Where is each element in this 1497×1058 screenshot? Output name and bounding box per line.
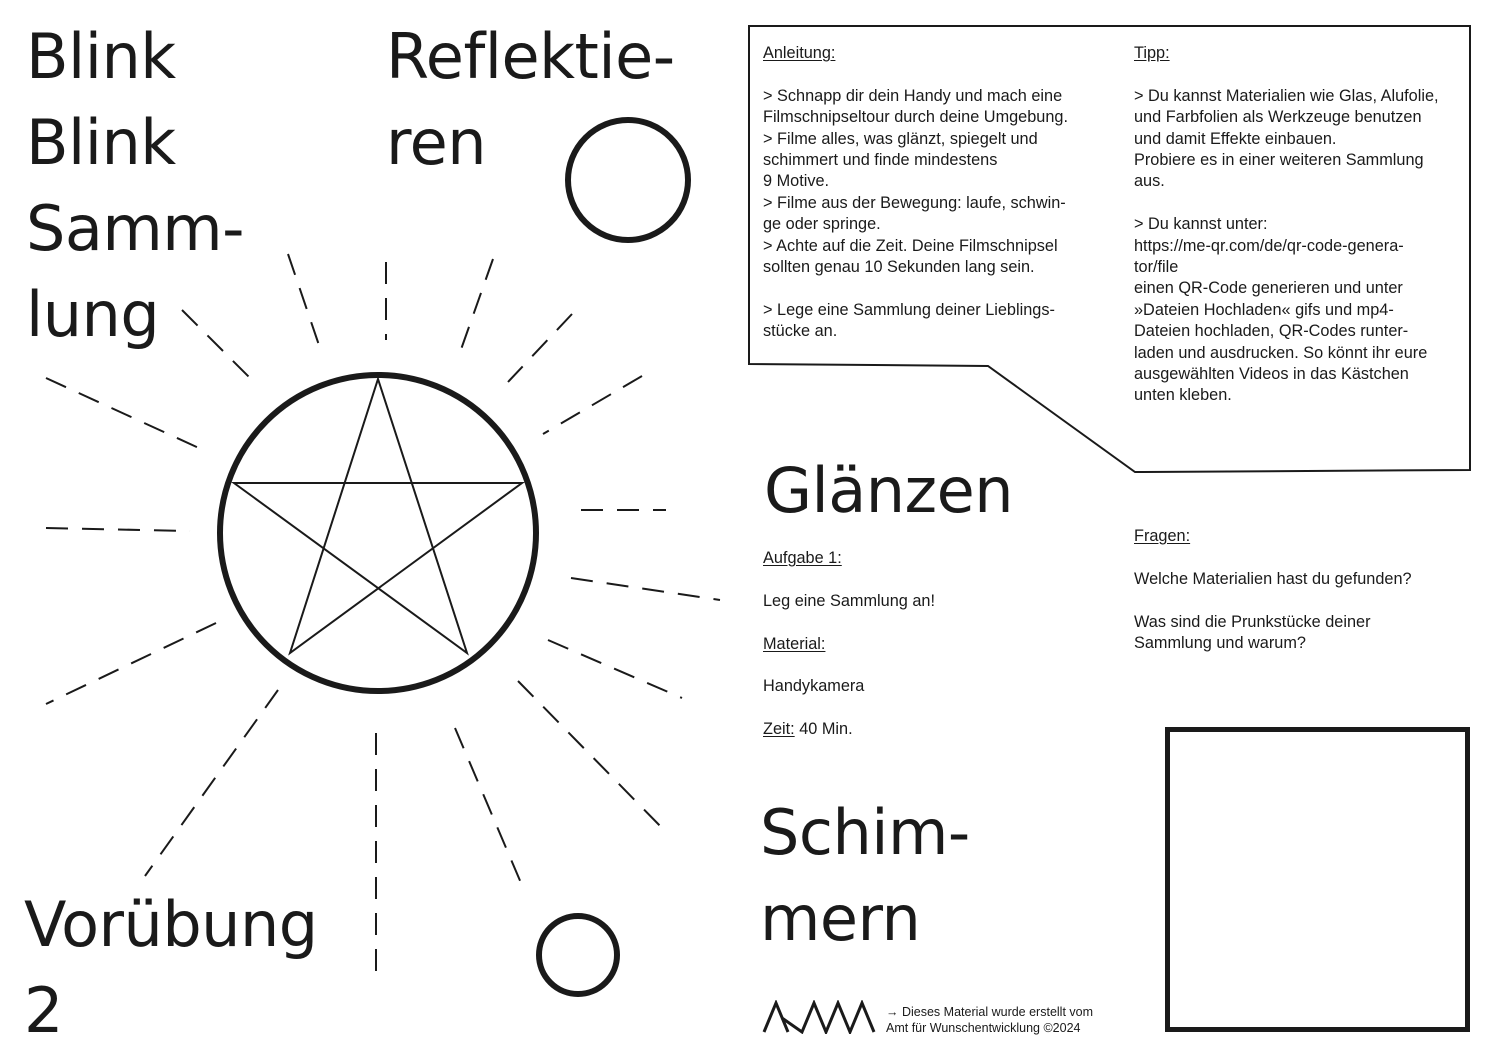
awww-logo-icon	[762, 1000, 876, 1034]
tipp-heading: Tipp:	[1134, 44, 1170, 62]
circle-icon	[539, 916, 617, 994]
tipp-line: ausgewählten Videos in das Kästchen	[1134, 365, 1409, 384]
anleitung-line: > Filme aus der Bewegung: laufe, schwin-	[763, 193, 1066, 212]
tipp-line: Probiere es in einer weiteren Sammlung	[1134, 151, 1424, 170]
material-heading: Material:	[763, 634, 826, 653]
fragen-q2-line: Sammlung und warum?	[1134, 634, 1306, 652]
anleitung-line: Filmschnipseltour durch deine Umgebung.	[763, 108, 1068, 127]
anleitung-line: stücke an.	[763, 322, 838, 341]
anleitung-line: 9 Motive.	[763, 172, 830, 191]
fragen-q2-line: Was sind die Prunkstücke deiner	[1134, 612, 1371, 631]
title-line: Vorübung	[24, 888, 318, 961]
fragen-heading: Fragen:	[1134, 527, 1191, 545]
title-line: Reflektie-	[386, 20, 675, 93]
sun-ray	[46, 378, 201, 449]
tipp-line: > Du kannst Materialien wie Glas, Alufolie,	[1134, 86, 1439, 105]
qr-code-box	[1165, 727, 1470, 1032]
tipp-line: Dateien hochladen, QR-Codes runter-	[1134, 322, 1409, 341]
footer-note-line: → Dieses Material wurde erstellt vom	[886, 1005, 1094, 1019]
zeit-row	[763, 719, 935, 740]
tipp-line: und damit Effekte einbauen.	[1134, 129, 1337, 148]
anleitung-heading: Anleitung:	[763, 44, 836, 62]
tipp-link[interactable]: https://me-qr.com/de/qr-code-genera-	[1134, 236, 1404, 255]
title-line: mern	[760, 882, 921, 955]
fragen-block	[1134, 526, 1412, 654]
sun-rays	[46, 254, 720, 978]
sun-star-icon	[220, 375, 536, 691]
sun-ray	[548, 640, 682, 698]
sun-ray	[46, 528, 190, 531]
pentagram	[234, 379, 522, 653]
footer-note	[886, 1004, 1093, 1036]
sun-ray	[455, 728, 524, 890]
anleitung-line: sollten genau 10 Sekunden lang sein.	[763, 258, 1035, 277]
aufgabe-heading: Aufgabe 1:	[763, 549, 842, 567]
anleitung-line: ge oder springe.	[763, 215, 881, 234]
tipp-line: laden und ausdrucken. So könnt ihr eure	[1134, 343, 1428, 362]
sun-ray	[288, 254, 322, 354]
anleitung-line: > Achte auf die Zeit. Deine Filmschnipsel	[763, 236, 1058, 255]
anleitung-line: > Schnapp dir dein Handy und mach eine	[763, 86, 1063, 105]
title-line: 2	[24, 974, 63, 1047]
sun-ray	[518, 681, 668, 834]
anleitung-line: schimmert und finde mindestens	[763, 151, 998, 170]
sun-ray	[543, 376, 642, 434]
title-line: Blink	[26, 106, 176, 179]
sun-ray	[571, 578, 720, 600]
anleitung-line: > Filme alles, was glänzt, spiegelt und	[763, 129, 1038, 148]
tipp-line: unten kleben.	[1134, 386, 1232, 405]
title-line: lung	[26, 278, 160, 351]
title-line: Samm-	[26, 192, 245, 265]
sun-ray	[508, 314, 572, 382]
tipp-line: einen QR-Code generieren und unter	[1134, 279, 1403, 298]
material-value: Handykamera	[763, 677, 865, 696]
tipp-link[interactable]: tor/file	[1134, 258, 1179, 277]
sun-ray	[182, 310, 255, 383]
anleitung-line: > Lege eine Sammlung deiner Lieblings-	[763, 300, 1055, 319]
sun-ray	[46, 623, 216, 704]
sun-circle	[220, 375, 536, 691]
zeit-value: 40 Min.	[794, 720, 853, 739]
tipp-line: > Du kannst unter:	[1134, 215, 1268, 234]
title-line: Glänzen	[764, 454, 1014, 527]
title-line: Schim-	[760, 796, 970, 869]
sun-ray	[458, 259, 493, 358]
sun-ray	[145, 690, 278, 876]
footer-note-line: Amt für Wunschentwicklung ©2024	[886, 1021, 1081, 1035]
tipp-line: »Dateien Hochladen« gifs und mp4-	[1134, 300, 1394, 319]
zeit-label: Zeit:	[763, 720, 795, 739]
tipp-line: und Farbfolien als Werkzeuge benutzen	[1134, 108, 1422, 127]
aufgabe-text: Leg eine Sammlung an!	[763, 591, 935, 610]
tipp-block	[1134, 43, 1439, 407]
fragen-q1: Welche Materialien hast du gefunden?	[1134, 569, 1412, 588]
circle-icon	[568, 120, 688, 240]
title-line: Blink	[26, 20, 176, 93]
aufgabe-block	[763, 548, 935, 741]
tipp-line: aus.	[1134, 172, 1165, 191]
title-line: ren	[386, 106, 487, 179]
anleitung-block	[763, 43, 1068, 343]
